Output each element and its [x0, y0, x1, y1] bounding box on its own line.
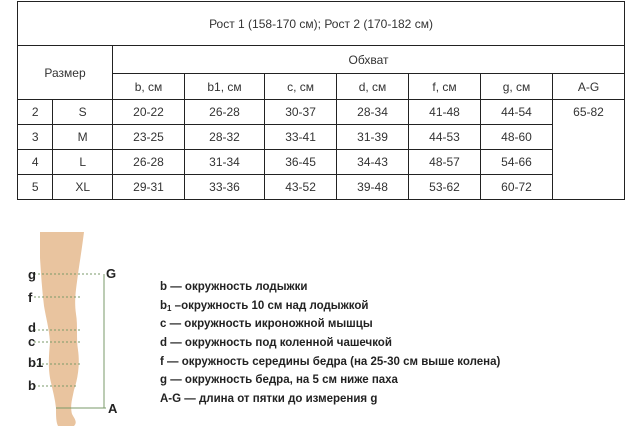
- table-row: [18, 125, 625, 150]
- cell: 44-54: [481, 100, 553, 125]
- cell: 34-43: [337, 150, 409, 175]
- cell: 43-52: [265, 175, 337, 200]
- cell: 26-28: [113, 150, 185, 175]
- legend-item: d — окружность под коленной чашечкой: [160, 337, 392, 350]
- leg-silhouette: [40, 232, 84, 426]
- legend-item: f — окружность середины бедра (на 25-30 см выше колена): [160, 355, 501, 368]
- row-size: XL: [53, 175, 113, 200]
- size-header: Размер: [18, 46, 113, 100]
- row-size: L: [53, 150, 113, 175]
- col-b1: b1, см: [184, 74, 264, 100]
- height-header: Рост 1 (158-170 см); Рост 2 (170-182 см): [18, 2, 625, 46]
- col-ag: A-G: [552, 74, 624, 100]
- label-f: f: [28, 290, 33, 305]
- cell: 28-32: [184, 125, 264, 150]
- cell: 31-39: [337, 125, 409, 150]
- col-b: b, см: [113, 74, 185, 100]
- row-number: 5: [18, 175, 53, 200]
- label-g: g: [28, 267, 36, 282]
- col-c: c, см: [265, 74, 337, 100]
- label-a: A: [108, 401, 118, 416]
- row-number: 2: [18, 100, 53, 125]
- label-b1: b1: [28, 355, 44, 370]
- cell: 48-60: [481, 125, 553, 150]
- cell: 33-36: [184, 175, 264, 200]
- legend-item: b — окружность лодыжки: [160, 281, 308, 293]
- col-g: g, см: [481, 74, 553, 100]
- label-c: c: [28, 334, 36, 349]
- cell: 28-34: [337, 100, 409, 125]
- table-row: [18, 175, 625, 200]
- row-size: S: [53, 100, 113, 125]
- table-row: [18, 150, 625, 175]
- cell: 54-66: [481, 150, 553, 175]
- legend-item: $b_1$ –окружность 10 см над лодыжкой: [160, 299, 369, 313]
- col-f: f, см: [409, 74, 481, 100]
- label-b: b: [28, 378, 36, 393]
- cell: 31-34: [184, 150, 264, 175]
- row-number: 3: [18, 125, 53, 150]
- ag-cell: 65-82: [552, 100, 624, 200]
- label-g-right: G: [106, 266, 117, 281]
- cell: 20-22: [113, 100, 185, 125]
- girth-header: Обхват: [113, 46, 625, 74]
- cell: 53-62: [409, 175, 481, 200]
- cell: 44-53: [409, 125, 481, 150]
- row-number: 4: [18, 150, 53, 175]
- cell: 39-48: [337, 175, 409, 200]
- measurement-legend: [160, 278, 500, 409]
- cell: 23-25: [113, 125, 185, 150]
- cell: 48-57: [409, 150, 481, 175]
- col-d: d, см: [337, 74, 409, 100]
- leg-diagram: [22, 228, 152, 440]
- label-d: d: [28, 320, 36, 335]
- cell: 26-28: [184, 100, 264, 125]
- legend-item: g — окружность бедра, на 5 см ниже паха: [160, 374, 398, 387]
- cell: 29-31: [113, 175, 185, 200]
- legend-item: c — окружность икроножной мышцы: [160, 318, 373, 331]
- cell: 30-37: [265, 100, 337, 125]
- row-size: M: [53, 125, 113, 150]
- size-table: [17, 1, 625, 200]
- cell: 60-72: [481, 175, 553, 200]
- table-row: [18, 100, 625, 125]
- cell: 41-48: [409, 100, 481, 125]
- legend-item: A-G — длина от пятки до измерения g: [160, 393, 378, 406]
- cell: 36-45: [265, 150, 337, 175]
- cell: 33-41: [265, 125, 337, 150]
